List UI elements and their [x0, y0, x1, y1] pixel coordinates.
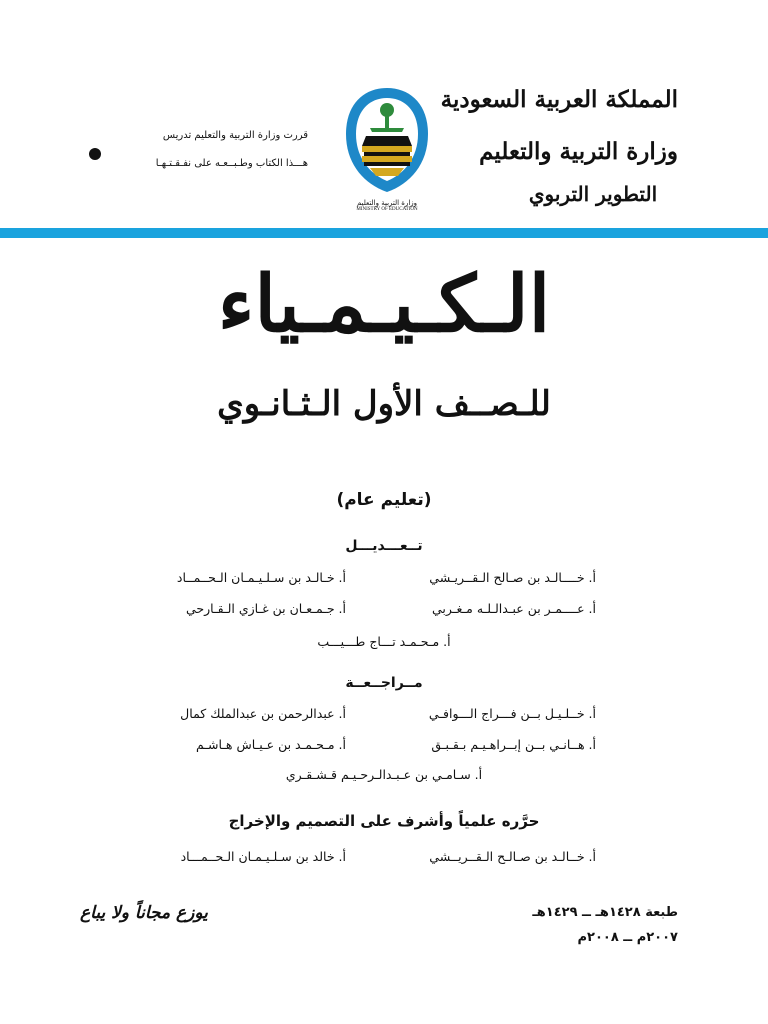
- ministry-logo: [340, 84, 434, 214]
- logo-caption-en: MINISTRY OF EDUCATION: [356, 207, 418, 212]
- ministry-name: وزارة التربية والتعليم: [479, 138, 678, 165]
- bullet-icon: [89, 148, 101, 160]
- reviewer-name: أ. سـامـي بن عـبـدالـرحـيـم قـشـقـري: [285, 767, 483, 782]
- book-title: الـكـيـمـياء: [217, 259, 551, 350]
- editor-name: أ. خــــالـد بن صـالح الـقــريـشي: [429, 570, 596, 585]
- ministry-logo-icon: [340, 84, 434, 196]
- design-heading: حرَّره علمياً وأشرف على التصميم والإخراج: [228, 812, 540, 830]
- edition-hijri: طبعة ١٤٢٨هـ ــ ١٤٢٩هـ: [532, 905, 678, 920]
- reviewer-name: أ. عبدالرحمن بن عبدالملك كمال: [180, 706, 346, 721]
- editor-name: أ. خـالـد بن سـلـيـمـان الـحــمــاد: [176, 570, 346, 585]
- reviewer-name: أ. هــانـي بــن إبــراهـيـم بـقـبـق: [431, 737, 596, 752]
- education-track: (تعليم عام): [336, 490, 432, 510]
- reviewer-name: أ. مـحـمـد بن عـيـاش هـاشـم: [195, 737, 346, 752]
- review-heading: مــراجــعــة: [345, 675, 423, 691]
- logo-caption: وزارة التربية والتعليم: [356, 199, 418, 207]
- accent-bar: [0, 228, 768, 238]
- editor-name: أ. عــــمـر بن عبـدالـلـه مـغـربي: [432, 601, 596, 616]
- ministry-kingdom: المملكة العربية السعودية: [440, 86, 678, 113]
- decree-line-2: هـــذا الكتاب وطـبــعـه على نفـقـتـهـا: [155, 158, 308, 169]
- distribution-notice: يوزع مجاناً ولا يباع: [80, 903, 208, 923]
- edition-gregorian: ٢٠٠٧م ــ ٢٠٠٨م: [577, 930, 678, 945]
- designer-name: أ. خالد بن سـلـيـمـان الـحــمـــاد: [180, 849, 346, 864]
- editing-heading: تــعـــديـــل: [345, 538, 423, 554]
- decree-line-1: قررت وزارة التربية والتعليم تدريس: [162, 130, 308, 141]
- reviewer-name: أ. خــلـيـل بــن فـــراج الـــوافـي: [428, 706, 596, 721]
- ministry-department: التطوير التربوي: [528, 182, 658, 206]
- editor-name: أ. مـحـمـد تـــاج طـــيـــب: [317, 634, 451, 649]
- designer-name: أ. خــالـد بن صـالـح الـقــريــشي: [429, 849, 596, 864]
- book-subtitle: للـصــف الأول الـثـانـوي: [217, 384, 551, 424]
- editor-name: أ. جـمـعـان بن غـازي الـقـارحي: [185, 601, 346, 616]
